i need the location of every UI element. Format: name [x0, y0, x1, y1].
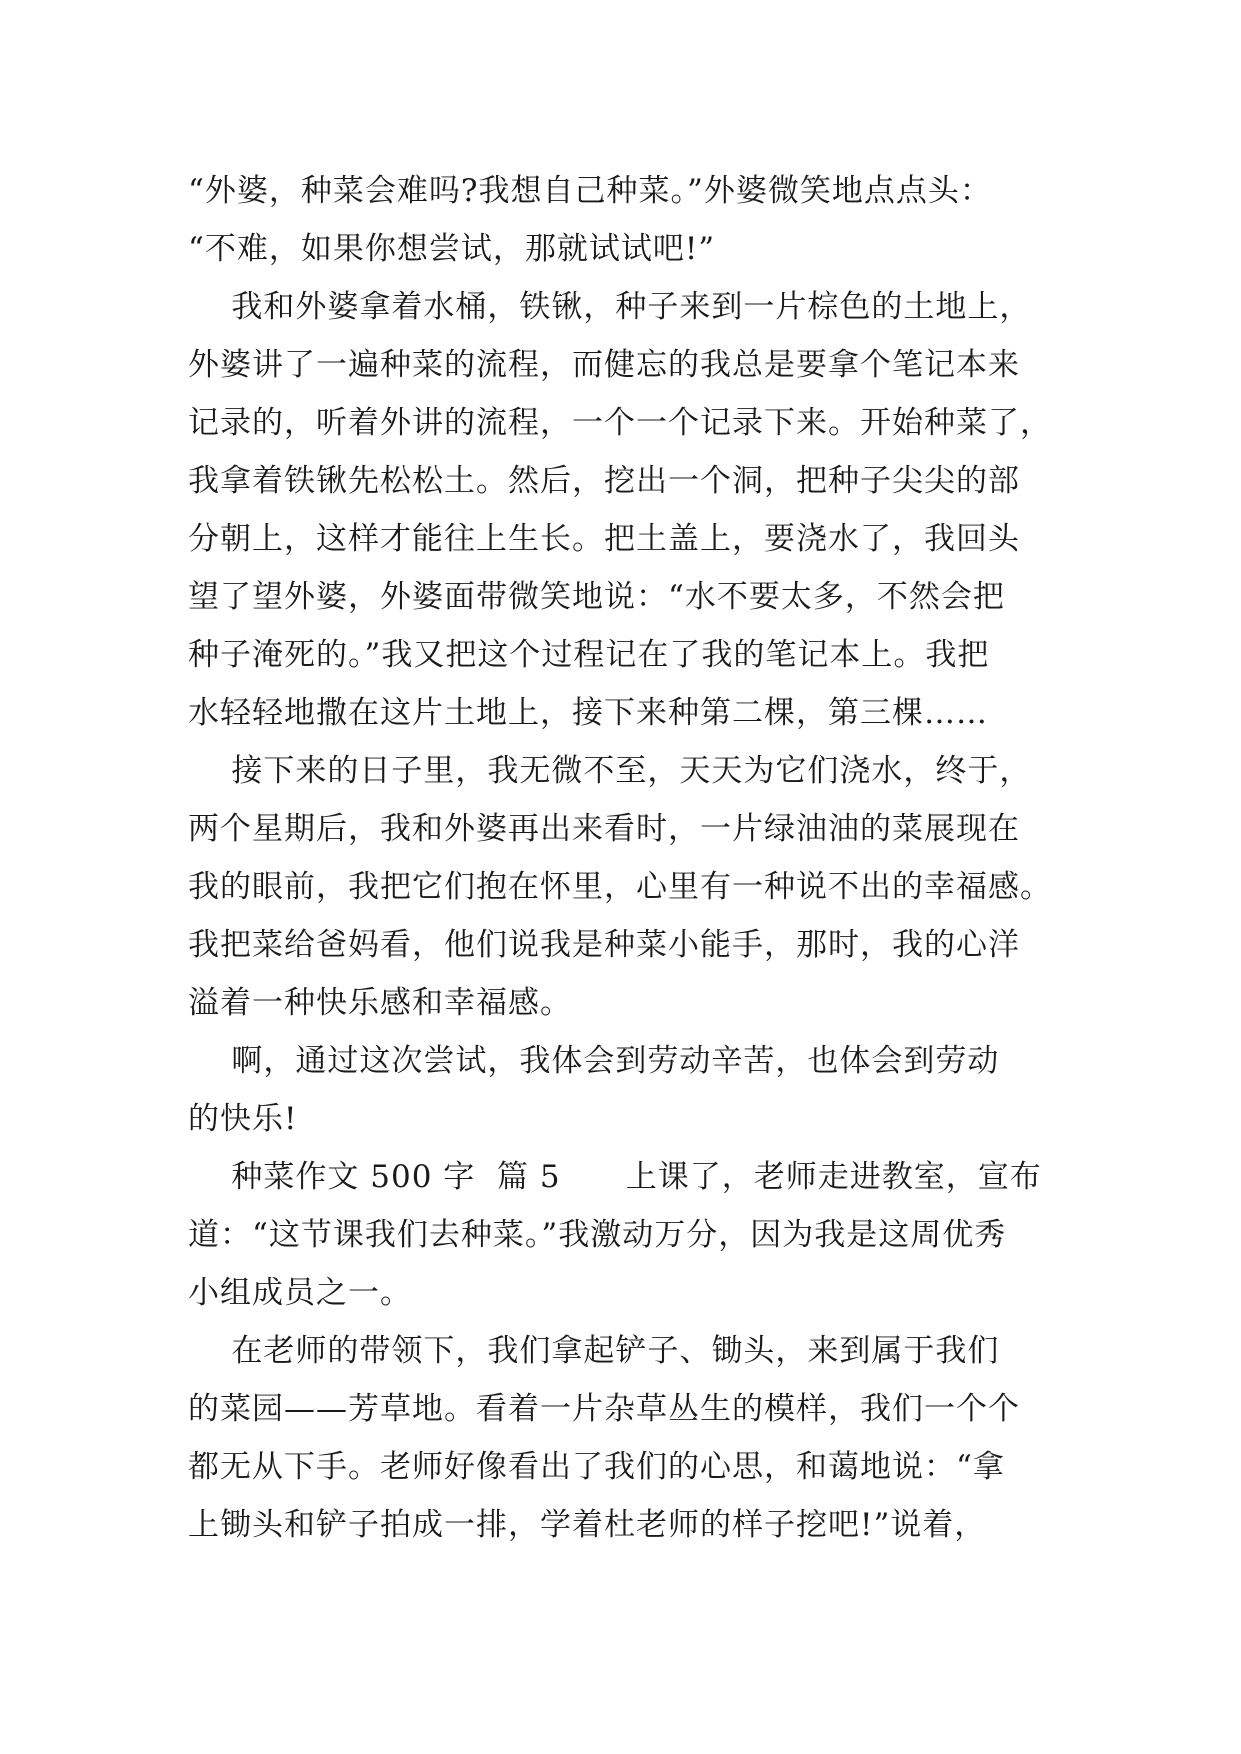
text-line: 上锄头和铲子拍成一排，学着杜老师的样子挖吧!”说着，	[188, 1507, 987, 1543]
text-line: 两个星期后，我和外婆再出来看时，一片绿油油的菜展现在	[188, 811, 1020, 847]
text-line: 望了望外婆，外婆面带微笑地说：“水不要太多，不然会把	[188, 579, 1005, 615]
text-line: 我的眼前，我把它们抱在怀里，心里有一种说不出的幸福感。	[188, 869, 1052, 905]
text-line: “外婆，种菜会难吗?我想自己种菜。”外婆微笑地点点头：	[188, 173, 992, 209]
text-line: 我拿着铁锹先松松土。然后，挖出一个洞，把种子尖尖的部	[188, 463, 1020, 499]
text-line: 接下来的日子里，我无微不至，天天为它们浇水，终于，	[188, 753, 1032, 789]
text-line: 我把菜给爸妈看，他们说我是种菜小能手，那时，我的心洋	[188, 927, 1020, 963]
text-line: 溢着一种快乐感和幸福感。	[188, 985, 572, 1021]
text-line: 水轻轻地撒在这片土地上，接下来种第二棵，第三棵……	[188, 695, 988, 731]
text-line: 外婆讲了一遍种菜的流程，而健忘的我总是要拿个笔记本来	[188, 347, 1020, 383]
text-line: 小组成员之一。	[188, 1275, 412, 1311]
text-line: 道：“这节课我们去种菜。”我激动万分，因为我是这周优秀	[188, 1217, 1007, 1253]
text-line: “不难，如果你想尝试，那就试试吧!”	[188, 231, 716, 267]
text-line: 分朝上，这样才能往上生长。把土盖上，要浇水了，我回头	[188, 521, 1020, 557]
text-line: 啊，通过这次尝试，我体会到劳动辛苦，也体会到劳动	[188, 1043, 1000, 1079]
text-line: 的快乐!	[188, 1101, 298, 1137]
text-line-section-heading: 种菜作文 500 字 篇 5 上课了，老师走进教室，宣布	[188, 1159, 1042, 1195]
document-page	[188, 162, 1053, 1722]
text-line: 记录的，听着外讲的流程，一个一个记录下来。开始种菜了，	[188, 405, 1052, 441]
text-line: 我和外婆拿着水桶，铁锹，种子来到一片棕色的土地上，	[188, 289, 1032, 325]
text-line: 种子淹死的。”我又把这个过程记在了我的笔记本上。我把	[188, 637, 990, 673]
text-line: 在老师的带领下，我们拿起铲子、锄头，来到属于我们	[188, 1333, 1000, 1369]
text-line: 的菜园——芳草地。看着一片杂草丛生的模样，我们一个个	[188, 1391, 1020, 1427]
text-line: 都无从下手。老师好像看出了我们的心思，和蔼地说：“拿	[188, 1449, 1005, 1485]
